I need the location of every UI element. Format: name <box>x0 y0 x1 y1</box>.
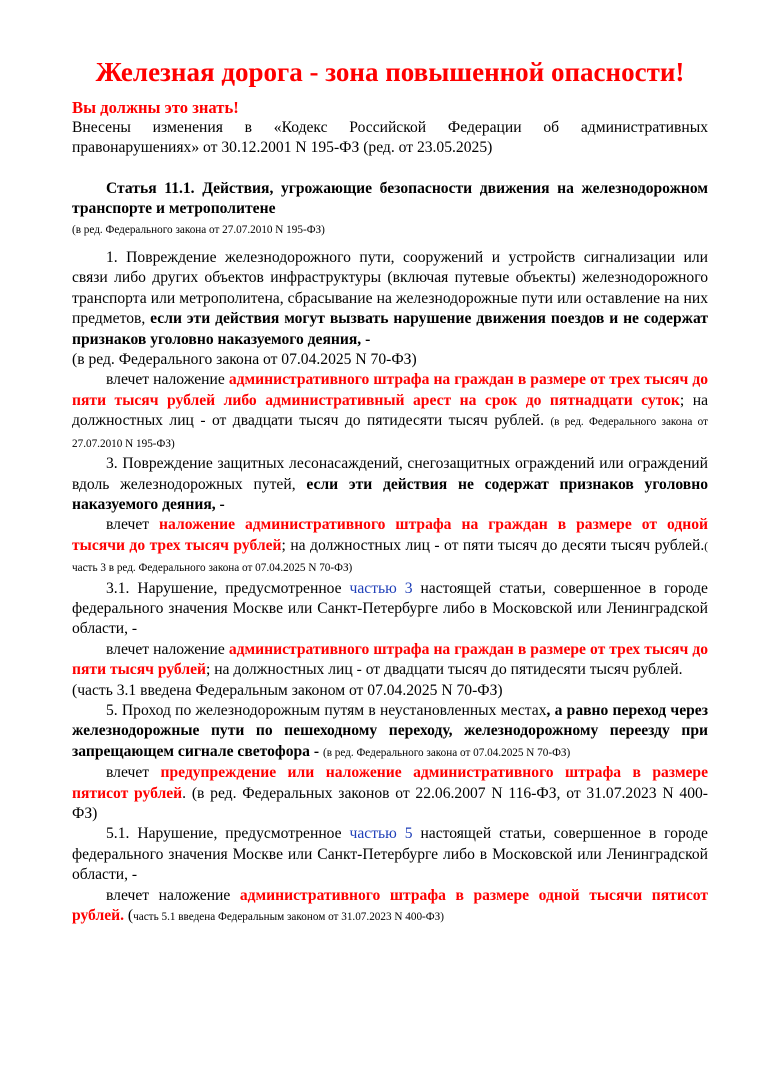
article-heading: Статья 11.1. Действия, угрожающие безопасности движения на железнодорожном транспорте и метрополитене <box>72 179 708 218</box>
part1-penalty: влечет наложение административного штрафа на граждан в размере от трех тысяч до пяти тысяч рублей либо административный арест на срок до пятнадцати суток; на должностных лиц - от двадцати тысяч до пятидесяти тысяч рублей. (в ред. Федерального закона от 27.07.2010 N 195-ФЗ) <box>72 371 708 450</box>
part5-penalty: влечет предупреждение или наложение административного штрафа в размере пятисот рублей. (в ред. Федеральных законов от 22.06.2007 N 116-ФЗ, от 31.07.2023 N 400-ФЗ) <box>72 764 708 822</box>
part3-1-note: (часть 3.1 введена Федеральным законом от 07.04.2025 N 70-ФЗ) <box>72 681 503 699</box>
part3-penalty: влечет наложение административного штрафа на граждан в размере от одной тысячи до трех тысяч рублей; на должностных лиц - от пяти тысяч до десяти тысяч рублей.( часть 3 в ред. Федерального закона от 07.04.2025 N 70-ФЗ) <box>72 516 708 575</box>
page-title: Железная дорога - зона повышенной опасности! <box>95 57 685 87</box>
part3-1-penalty: влечет наложение административного штрафа на граждан в размере от трех тысяч до пяти тысяч рублей; на должностных лиц - от двадцати тысяч до пятидесяти тысяч рублей. <box>72 640 708 679</box>
part5-paragraph: 5. Проход по железнодорожным путям в неустановленных местах, а равно переход через железнодорожные пути по пешеходному переходу, железнодорожному переезду при запрещающем сигнале светофора - (в ред. Федерального закона от 07.04.2025 N 70-ФЗ) <box>72 701 708 760</box>
part5-link[interactable]: частью 5 <box>349 825 413 843</box>
spacer <box>72 159 708 179</box>
part3-link[interactable]: частью 3 <box>349 579 413 597</box>
document-page <box>72 58 708 927</box>
part3-paragraph: 3. Повреждение защитных лесонасаждений, снегозащитных ограждений или ограждений вдоль железнодорожных путей, если эти действия не содержат признаков уголовно наказуемого деяния, - <box>72 455 708 513</box>
part5-1-penalty: влечет наложение административного штрафа в размере одной тысячи пятисот рублей. (часть 5.1 введена Федеральным законом от 31.07.2023 N 400-ФЗ) <box>72 886 708 925</box>
part1-note: (в ред. Федерального закона от 07.04.2025 N 70-ФЗ) <box>72 351 417 369</box>
part5-1-paragraph: 5.1. Нарушение, предусмотренное частью 5 настоящей статьи, совершенное в городе федерального значения Москве или Санкт-Петербурге либо в Московской или Ленинградской области, - <box>72 825 708 884</box>
spacer <box>72 240 708 248</box>
intro-paragraph: Внесены изменения в «Кодекс Российской Федерации об административных правонарушениях» от 30.12.2001 N 195-ФЗ (ред. от 23.05.2025) <box>72 119 708 157</box>
article-note: (в ред. Федерального закона от 27.07.2010 N 195-ФЗ) <box>72 223 325 236</box>
must-know-heading: Вы должны это знать! <box>72 98 239 117</box>
part1-paragraph: 1. Повреждение железнодорожного пути, сооружений и устройств сигнализации или связи либо других объектов инфраструктуры (включая путевые объекты) железнодорожного транспорта или метрополитена, сбрасывание на железнодорожные пути или оставление на них предметов, если эти действия могут вызвать нарушение движения поездов и не содержат признаков уголовно наказуемого деяния, - <box>72 249 708 348</box>
part3-1-paragraph: 3.1. Нарушение, предусмотренное частью 3 настоящей статьи, совершенное в городе федерального значения Москве или Санкт-Петербурге либо в Московской или Ленинградской области, - <box>72 579 708 638</box>
